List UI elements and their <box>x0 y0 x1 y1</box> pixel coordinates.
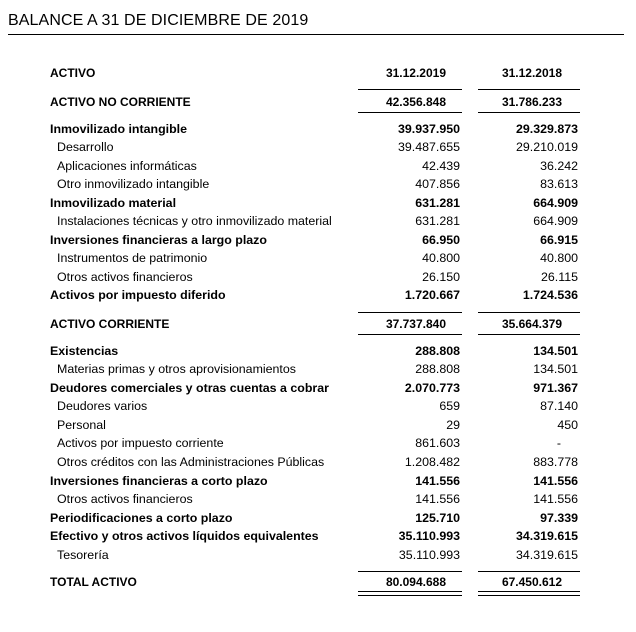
value-2019: 141.556 <box>415 474 460 488</box>
double-rule-col2 <box>478 591 580 596</box>
row-label: Deudores varios <box>57 399 148 413</box>
value-2019: 288.808 <box>415 344 460 358</box>
value-2018: 66.915 <box>540 233 578 247</box>
value-2018: 883.778 <box>533 455 578 469</box>
table-row <box>0 140 636 158</box>
section-row-corriente <box>0 317 636 335</box>
value-2019: 631.281 <box>415 196 460 210</box>
row-label: Otros activos financieros <box>57 492 193 506</box>
rule-top-col2 <box>478 312 580 313</box>
value-2018: 40.800 <box>540 251 578 265</box>
rule-bottom-col2 <box>478 334 580 335</box>
value-2019: 1.720.667 <box>404 288 460 302</box>
value-2019: 80.094.688 <box>385 575 446 589</box>
row-label: Inmovilizado material <box>50 196 177 210</box>
value-2018: 31.786.233 <box>501 95 562 109</box>
page-title: BALANCE A 31 DE DICIEMBRE DE 2019 <box>8 12 309 29</box>
header-col-2019: 31.12.2019 <box>385 66 446 80</box>
value-2019: 407.856 <box>415 177 460 191</box>
row-label: Efectivo y otros activos líquidos equivalentes <box>50 529 319 543</box>
value-2019: 631.281 <box>415 214 460 228</box>
value-2018: 664.909 <box>533 196 578 210</box>
table-row <box>0 529 636 547</box>
row-label: Otros activos financieros <box>57 270 193 284</box>
table-row <box>0 177 636 195</box>
header-col-2018: 31.12.2018 <box>501 66 562 80</box>
row-label: Activos por impuesto diferido <box>50 288 226 302</box>
rule-bottom-col1 <box>358 112 462 113</box>
rule-top-col2 <box>478 89 580 90</box>
row-label: Periodificaciones a corto plazo <box>50 511 233 525</box>
value-2019: 66.950 <box>422 233 460 247</box>
rule-top-col1 <box>358 312 462 313</box>
value-2018: 83.613 <box>540 177 578 191</box>
value-2018: 87.140 <box>540 399 578 413</box>
value-2019: 125.710 <box>415 511 460 525</box>
row-label: Instrumentos de patrimonio <box>57 251 208 265</box>
row-label: Existencias <box>50 344 119 358</box>
value-2019: 141.556 <box>415 492 460 506</box>
section-row-no-corriente <box>0 95 636 113</box>
total-label: TOTAL ACTIVO <box>50 575 137 589</box>
value-2018: 134.501 <box>533 362 578 376</box>
title-underline <box>8 34 624 35</box>
value-2018: 97.339 <box>540 511 578 525</box>
table-row <box>0 288 636 306</box>
value-2019: 29 <box>446 418 460 432</box>
value-2018: 141.556 <box>533 492 578 506</box>
table-row <box>0 362 636 380</box>
double-rule-col1 <box>358 591 462 596</box>
row-label: Otros créditos con las Administraciones Públicas <box>57 455 325 469</box>
row-label: Aplicaciones informáticas <box>57 159 197 173</box>
table-row <box>0 548 636 566</box>
table-row <box>0 418 636 436</box>
value-2018: 1.724.536 <box>522 288 578 302</box>
section-label: ACTIVO NO CORRIENTE <box>50 95 191 109</box>
table-row <box>0 344 636 362</box>
row-label: Deudores comerciales y otras cuentas a cobrar <box>50 381 329 395</box>
value-2019: 39.487.655 <box>397 140 460 154</box>
header-row <box>0 66 636 84</box>
row-label: Activos por impuesto corriente <box>57 436 224 450</box>
table-row <box>0 196 636 214</box>
rule-top-col1 <box>358 571 462 572</box>
value-2018: 134.501 <box>533 344 578 358</box>
table-row <box>0 251 636 269</box>
rule-bottom-col2 <box>478 112 580 113</box>
value-2018: - <box>556 436 561 450</box>
value-2018: 26.115 <box>541 270 578 284</box>
row-label: Tesorería <box>57 548 109 562</box>
value-2018: 35.664.379 <box>501 317 562 331</box>
row-label: Inversiones financieras a largo plazo <box>50 233 267 247</box>
value-2019: 26.150 <box>422 270 460 284</box>
value-2018: 29.210.019 <box>515 140 578 154</box>
table-row <box>0 214 636 232</box>
table-row <box>0 455 636 473</box>
value-2019: 42.439 <box>422 159 460 173</box>
table-row <box>0 474 636 492</box>
value-2019: 1.208.482 <box>404 455 460 469</box>
rule-bottom-col1 <box>358 334 462 335</box>
rule-top-col1 <box>358 89 462 90</box>
row-label: Desarrollo <box>57 140 114 154</box>
value-2018: 971.367 <box>533 381 578 395</box>
value-2019: 2.070.773 <box>404 381 460 395</box>
header-label: ACTIVO <box>50 66 96 80</box>
value-2018: 29.329.873 <box>515 122 578 136</box>
row-label: Personal <box>57 418 106 432</box>
row-label: Inmovilizado intangible <box>50 122 187 136</box>
rule-top-col2 <box>478 571 580 572</box>
table-row <box>0 492 636 510</box>
value-2018: 664.909 <box>533 214 578 228</box>
table-row <box>0 399 636 417</box>
value-2019: 288.808 <box>415 362 460 376</box>
value-2018: 450 <box>557 418 578 432</box>
value-2019: 37.737.840 <box>385 317 446 331</box>
value-2018: 67.450.612 <box>501 575 562 589</box>
table-row <box>0 436 636 454</box>
table-row <box>0 381 636 399</box>
value-2019: 861.603 <box>415 436 460 450</box>
section-label: ACTIVO CORRIENTE <box>50 317 170 331</box>
value-2018: 141.556 <box>533 474 578 488</box>
value-2019: 42.356.848 <box>385 95 446 109</box>
table-row <box>0 233 636 251</box>
table-row <box>0 122 636 140</box>
table-row <box>0 270 636 288</box>
value-2018: 34.319.615 <box>515 529 578 543</box>
row-label: Instalaciones técnicas y otro inmovilizado material <box>57 214 332 228</box>
value-2019: 39.937.950 <box>397 122 460 136</box>
value-2019: 35.110.993 <box>398 529 460 543</box>
row-label: Materias primas y otros aprovisionamientos <box>57 362 296 376</box>
value-2019: 35.110.993 <box>398 548 460 562</box>
value-2019: 40.800 <box>422 251 460 265</box>
table-row <box>0 511 636 529</box>
table-row <box>0 159 636 177</box>
value-2018: 36.242 <box>540 159 578 173</box>
value-2018: 34.319.615 <box>515 548 578 562</box>
row-label: Otro inmovilizado intangible <box>57 177 210 191</box>
value-2019: 659 <box>439 399 460 413</box>
row-label: Inversiones financieras a corto plazo <box>50 474 268 488</box>
